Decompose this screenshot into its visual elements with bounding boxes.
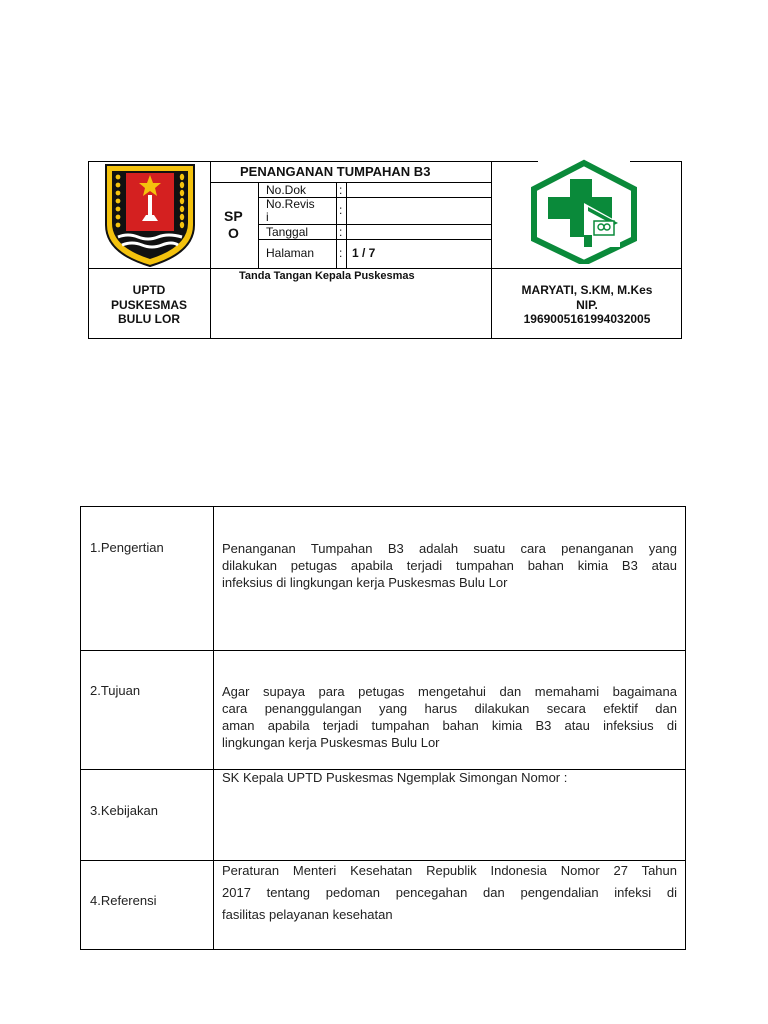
field-label-no-dok: No.Dok [266, 183, 307, 197]
table-row [81, 650, 685, 770]
section-label: 3.Kebijakan [90, 803, 158, 818]
section-label: 4.Referensi [90, 893, 157, 908]
field-label-no-revisi: No.Revis [266, 197, 315, 211]
semarang-city-crest-icon [102, 163, 198, 267]
section-text: Peraturan Menteri Kesehatan Republik Indonesia Nomor 27 Tahun 2017 tentang pedoman pencegahan dan pengendalian infeksi di fasilitas pelayanan kesehatan [222, 863, 677, 922]
signer-name: MARYATI, S.KM, M.Kes [521, 283, 653, 297]
spo-label-line2: O [228, 225, 239, 241]
table-row [81, 507, 685, 651]
section-text: SK Kepala UPTD Puskesmas Ngemplak Simongan Nomor : [222, 770, 568, 785]
org-name-line3: BULU LOR [118, 312, 180, 326]
field-sep: : [339, 183, 343, 197]
signer-nip-label: NIP. [576, 298, 598, 312]
header-table [88, 161, 682, 339]
field-label-halaman: Halaman [266, 246, 315, 260]
field-label-no-revisi-cont: i [266, 210, 269, 224]
table-row [81, 769, 685, 861]
document-title: PENANGANAN TUMPAHAN B3 [240, 164, 431, 179]
org-name-line2: PUSKESMAS [110, 298, 187, 312]
table-row [81, 860, 685, 951]
section-label: 2.Tujuan [90, 683, 141, 698]
field-sep: : [339, 246, 343, 260]
signature-label: Tanda Tangan Kepala Puskesmas [239, 270, 415, 282]
section-text: Penanganan Tumpahan B3 adalah suatu cara penanganan yang dilakukan petugas apabila terjadi tumpahan bahan kimia B3 atau infeksius di lingkungan kerja Puskesmas Bulu Lor [222, 541, 677, 590]
puskesmas-logo-icon [528, 159, 640, 264]
field-sep: : [339, 225, 343, 239]
spo-label-line1: SP [224, 208, 243, 224]
field-value-halaman: 1 / 7 [352, 246, 376, 260]
section-text: Agar supaya para petugas mengetahui dan memahami bagaimana cara penanggulangan yang harus dilakukan secara efektif dan aman apabila terjadi tumpahan bahan kimia B3 atau infeksius di lingkungan kerja Puskesmas Bulu Lor [222, 684, 677, 750]
field-sep: : [339, 203, 343, 217]
procedure-table [80, 506, 686, 950]
field-label-tanggal: Tanggal [266, 225, 309, 239]
org-name-line1: UPTD [132, 283, 166, 297]
signer-nip: 196900516199403200​5 [523, 312, 651, 326]
section-label: 1.Pengertian [90, 540, 164, 555]
